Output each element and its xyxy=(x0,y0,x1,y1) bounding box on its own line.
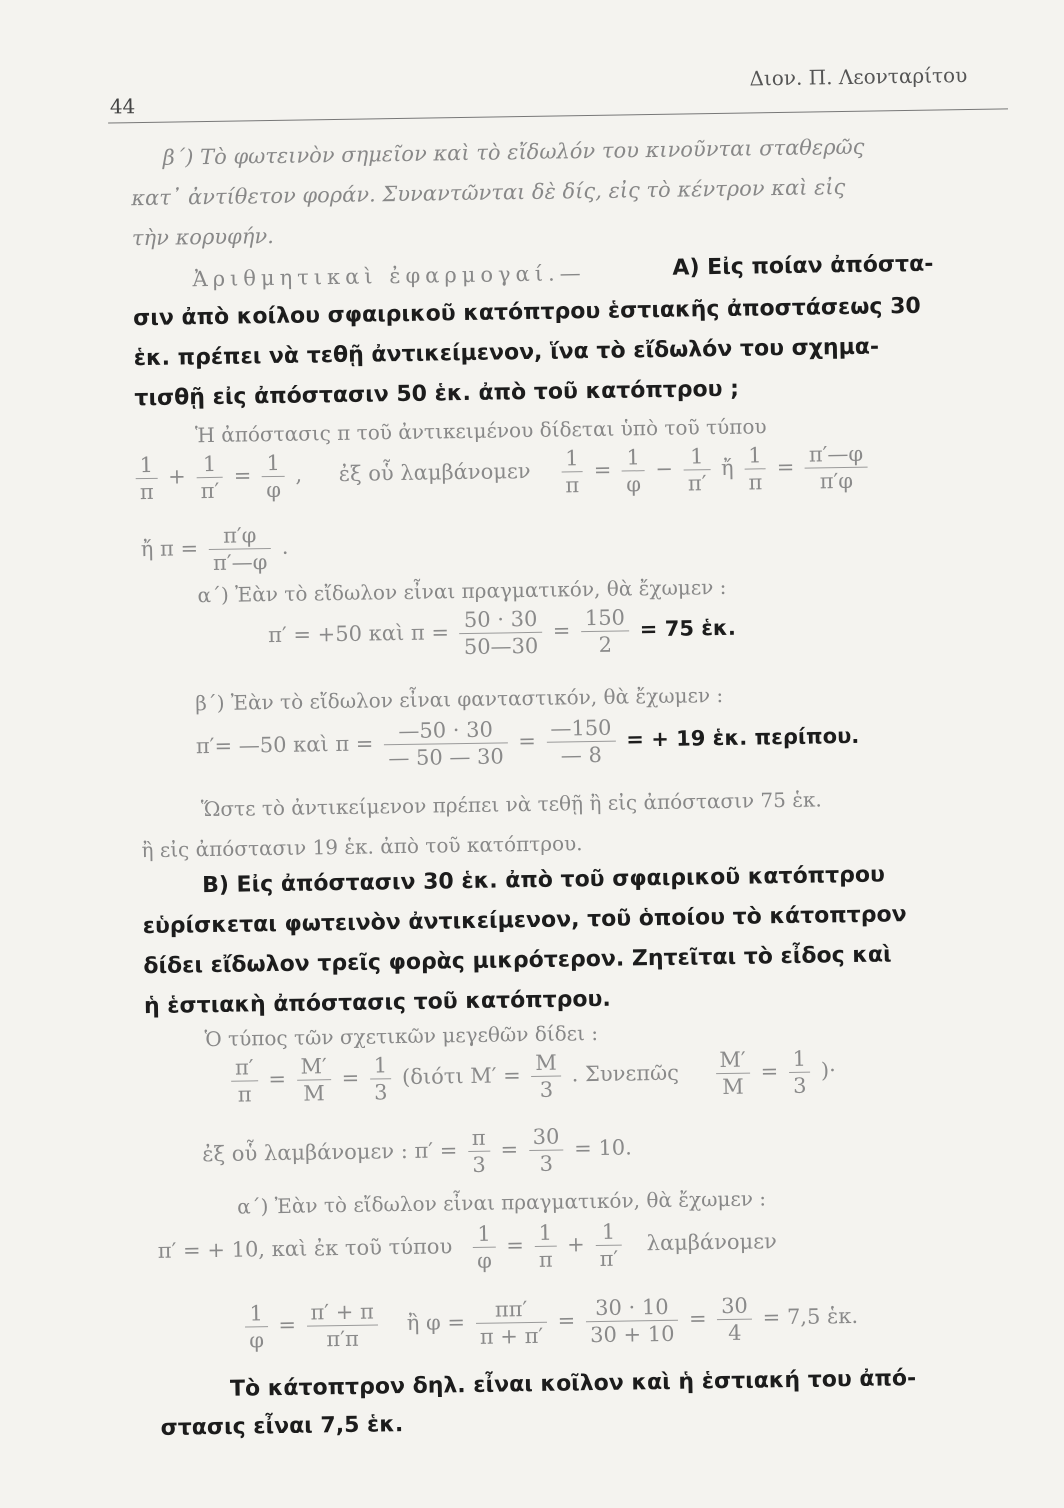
fraction: $\frac{150}{2}$ xyxy=(581,604,630,658)
text-line: β΄) Τὸ φωτεινὸν σημεῖον καὶ τὸ εἴδωλόν του κινοῦνται σταθερῶς xyxy=(162,134,865,170)
text-line: εὑρίσκεται φωτεινὸν ἀντικείμενον, τοῦ ὁποίου τὸ κάτοπτρον xyxy=(142,902,907,940)
fraction: $\frac{M'}{M}$ xyxy=(715,1047,750,1101)
fraction: $\frac{\pi}{3}$ xyxy=(468,1125,491,1178)
fraction: $\frac{1}{\varphi}$ xyxy=(245,1300,269,1353)
fraction: $\frac{1}{\varphi}$ xyxy=(262,450,286,503)
fraction: $\frac{1}{\varphi}$ xyxy=(473,1221,497,1274)
fraction: $\frac{M}{3}$ xyxy=(531,1050,561,1103)
text-line: ἑκ. πρέπει νὰ τεθῇ ἀντικείμενον, ἵνα τὸ εἴδωλόν του σχημα- xyxy=(133,334,880,372)
fraction: $\frac{\pi\pi'}{\pi + \pi'}$ xyxy=(475,1296,547,1350)
formula-focal: $\frac{1}{\varphi}$ = $\frac{\pi' + \pi}{\pi'\pi}$ ἢ φ = $\frac{\pi\pi'}{\pi + \pi'}$ = $\frac{30 \cdot 10}{30 + 10}$ = $\frac{30}{4}$ = 7,5 ἑκ. xyxy=(241,1291,859,1354)
formula-mirror-equation: $\frac{1}{\pi}$ + $\frac{1}{\pi'}$ = $\frac{1}{\varphi}$ , ἐξ οὗ λαμβάνομεν $\frac{1}{\pi}$ = $\frac{1}{\varphi}$ − $\frac{1}{\pi'}$ ἤ $\frac{1}{\pi}$ = $\frac{\pi'—\varphi}{\pi'\varphi}$ xyxy=(131,441,871,506)
fraction: $\frac{M'}{M}$ xyxy=(296,1053,331,1107)
fraction: $\frac{1}{\pi'}$ xyxy=(595,1219,622,1272)
fraction: $\frac{—50 \cdot 30}{— 50 — 30}$ xyxy=(384,716,508,771)
text-line: Α) Εἰς ποίαν ἀπόστα- xyxy=(672,251,934,281)
fraction: $\frac{30}{4}$ xyxy=(717,1293,753,1347)
text-line: Ὥστε τὸ ἀντικείμενον πρέπει νὰ τεθῇ ἢ εἰς ἀπόστασιν 75 ἑκ. xyxy=(200,787,822,822)
fraction: $\frac{\pi'}{\pi}$ xyxy=(231,1054,258,1107)
formula-magnification: $\frac{\pi'}{\pi}$ = $\frac{M'}{M}$ = $\frac{1}{3}$ (διότι Μ′ = $\frac{M}{3}$ . Συνεπῶς $\frac{M'}{M}$ = $\frac{1}{3}$ )· xyxy=(227,1045,837,1108)
running-head: Διον. Π. Λεονταρίτου xyxy=(749,63,968,91)
text-line: α΄) Ἐὰν τὸ εἴδωλον εἶναι πραγματικόν, θὰ ἔχωμεν : xyxy=(236,1186,767,1219)
formula-case-b: π′= —50 καὶ π = $\frac{—50 \cdot 30}{— 50 — 30}$ = $\frac{—150}{— 8}$ = + 19 ἑκ. περίπου. xyxy=(195,715,860,771)
fraction: $\frac{1}{\pi'}$ xyxy=(683,443,710,496)
text-line: δίδει εἴδωλον τρεῖς φορὰς μικρότερον. Ζητεῖται τὸ εἶδος καὶ xyxy=(143,942,892,980)
fraction: $\frac{1}{\varphi}$ xyxy=(622,444,646,497)
fraction: $\frac{30 \cdot 10}{30 + 10}$ xyxy=(586,1294,679,1348)
fraction: $\frac{—150}{— 8}$ xyxy=(546,715,616,769)
text-line: Ἡ ἀπόστασις π τοῦ ἀντικειμένου δίδεται ὑπὸ τοῦ τύπου xyxy=(194,414,767,448)
fraction: $\frac{1}{\pi}$ xyxy=(534,1220,557,1273)
text-line: ἢ εἰς ἀπόστασιν 19 ἑκ. ἀπὸ τοῦ κατόπτρου. xyxy=(141,831,583,863)
formula-case-a2: π′ = + 10, καὶ ἐκ τοῦ τύπου $\frac{1}{\varphi}$ = $\frac{1}{\pi}$ + $\frac{1}{\pi'}$ λαμβάνομεν xyxy=(157,1219,778,1273)
text-line: α΄) Ἐὰν τὸ εἴδωλον εἶναι πραγματικόν, θὰ ἔχωμεν : xyxy=(197,574,727,608)
page-number: 44 xyxy=(109,94,136,119)
fraction: $\frac{\pi'—\varphi}{\pi'\varphi}$ xyxy=(805,441,868,495)
formula-case-a: π′ = +50 καὶ π = $\frac{50 \cdot 30}{50—30}$ = $\frac{150}{2}$ = 75 ἑκ. xyxy=(267,605,737,660)
fraction: $\frac{30}{3}$ xyxy=(528,1124,564,1178)
formula-pi-prime: ἐξ οὗ λαμβάνομεν : π′ = $\frac{\pi}{3}$ = $\frac{30}{3}$ = 10. xyxy=(202,1124,633,1177)
fraction: $\frac{1}{\pi}$ xyxy=(135,452,158,505)
fraction: $\frac{1}{3}$ xyxy=(370,1052,392,1105)
fraction: $\frac{1}{\pi}$ xyxy=(744,442,767,495)
fraction: $\frac{1}{\pi}$ xyxy=(561,445,584,498)
fraction: $\frac{1}{\pi'}$ xyxy=(196,451,223,504)
fraction: $\frac{1}{3}$ xyxy=(788,1046,810,1099)
text-line: Τὸ κάτοπτρον δηλ. εἶναι κοῖλον καὶ ἡ ἑστιακή του ἀπό- xyxy=(229,1366,917,1402)
text-line: σιν ἀπὸ κοίλου σφαιρικοῦ κατόπτρου ἑστιακῆς ἀποστάσεως 30 xyxy=(132,293,921,332)
text-line: Ὁ τύπος τῶν σχετικῶν μεγεθῶν δίδει : xyxy=(204,1020,599,1052)
section-label: Ἀριθμητικαὶ ἐφαρμογαί.— xyxy=(192,261,586,292)
fraction: $\frac{\pi' + \pi}{\pi'\pi}$ xyxy=(306,1298,378,1352)
text-line: κατ᾽ ἀντίθετον φοράν. Συναντῶνται δὲ δίς, εἰς τὸ κέντρον καὶ εἰς xyxy=(131,174,846,211)
text-line: ἡ ἑστιακὴ ἀπόστασις τοῦ κατόπτρου. xyxy=(143,986,611,1020)
formula-pi: ἤ π = $\frac{\pi'\varphi}{\pi'—\varphi}$ . xyxy=(140,523,289,575)
text-line: τισθῇ εἰς ἀπόστασιν 50 ἑκ. ἀπὸ τοῦ κατόπτρου ; xyxy=(134,376,740,412)
text-line: τὴν κορυφήν. xyxy=(131,223,274,251)
header-rule xyxy=(108,108,1008,123)
text-line: Β) Εἰς ἀπόστασιν 30 ἑκ. ἀπὸ τοῦ σφαιρικοῦ κατόπτρου xyxy=(201,862,886,899)
fraction: $\frac{\pi'\varphi}{\pi'—\varphi}$ xyxy=(208,522,271,576)
text-line: στασις εἶναι 7,5 ἑκ. xyxy=(160,1412,404,1441)
text-line: β΄) Ἐὰν τὸ εἴδωλον εἶναι φανταστικόν, θὰ ἔχωμεν : xyxy=(195,682,724,716)
fraction: $\frac{50 \cdot 30}{50—30}$ xyxy=(459,606,542,660)
